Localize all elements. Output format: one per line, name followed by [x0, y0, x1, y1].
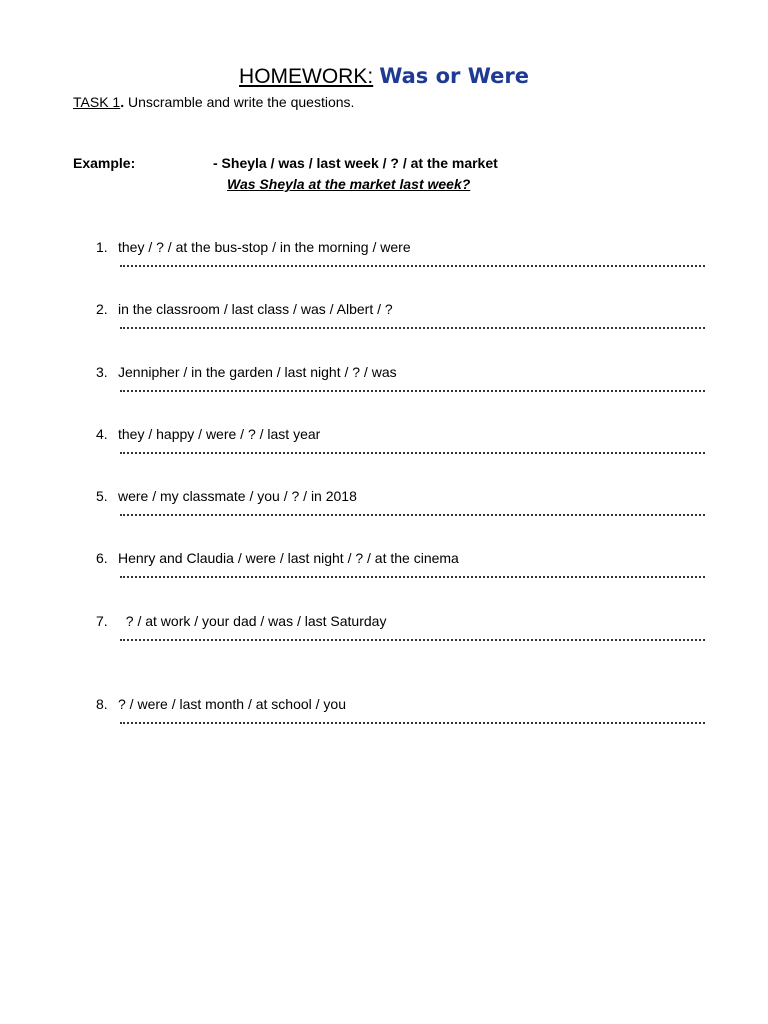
item-prompt: ? / at work / your dad / was / last Saturday	[118, 613, 387, 629]
answer-line[interactable]	[120, 452, 705, 454]
item-prompt: were / my classmate / you / ? / in 2018	[118, 488, 357, 504]
task-instruction-text: Unscramble and write the questions.	[124, 94, 355, 110]
task-label-dot: .	[120, 94, 125, 110]
item-number: 8.	[96, 696, 108, 712]
example-prompt: - Sheyla / was / last week / ? / at the market	[213, 155, 498, 171]
task-instruction	[73, 93, 354, 111]
item-prompt: they / ? / at the bus-stop / in the morning / were	[118, 239, 411, 255]
task-label: TASK 1	[73, 94, 121, 110]
item-number: 5.	[96, 488, 108, 504]
item-prompt: ? / were / last month / at school / you	[118, 696, 346, 712]
answer-line[interactable]	[120, 327, 705, 329]
item-number: 4.	[96, 426, 108, 442]
example-answer: Was Sheyla at the market last week?	[227, 176, 471, 192]
example-label: Example:	[73, 155, 136, 171]
item-prompt: they / happy / were / ? / last year	[118, 426, 321, 442]
item-number: 1.	[96, 239, 108, 255]
title-homework: HOMEWORK:	[239, 65, 374, 88]
item-prompt: Henry and Claudia / were / last night / ? / at the cinema	[118, 550, 459, 566]
answer-line[interactable]	[120, 722, 705, 724]
item-number: 2.	[96, 301, 108, 317]
item-number: 6.	[96, 550, 108, 566]
answer-line[interactable]	[120, 390, 705, 392]
item-number: 7.	[96, 613, 108, 629]
answer-line[interactable]	[120, 639, 705, 641]
answer-line[interactable]	[120, 514, 705, 516]
page-title	[0, 63, 768, 90]
item-prompt: in the classroom / last class / was / Albert / ?	[118, 301, 393, 317]
item-prompt: Jennipher / in the garden / last night / ? / was	[118, 364, 397, 380]
answer-line[interactable]	[120, 265, 705, 267]
title-was-or-were: Was or Were	[379, 64, 529, 88]
answer-line[interactable]	[120, 576, 705, 578]
item-number: 3.	[96, 364, 108, 380]
